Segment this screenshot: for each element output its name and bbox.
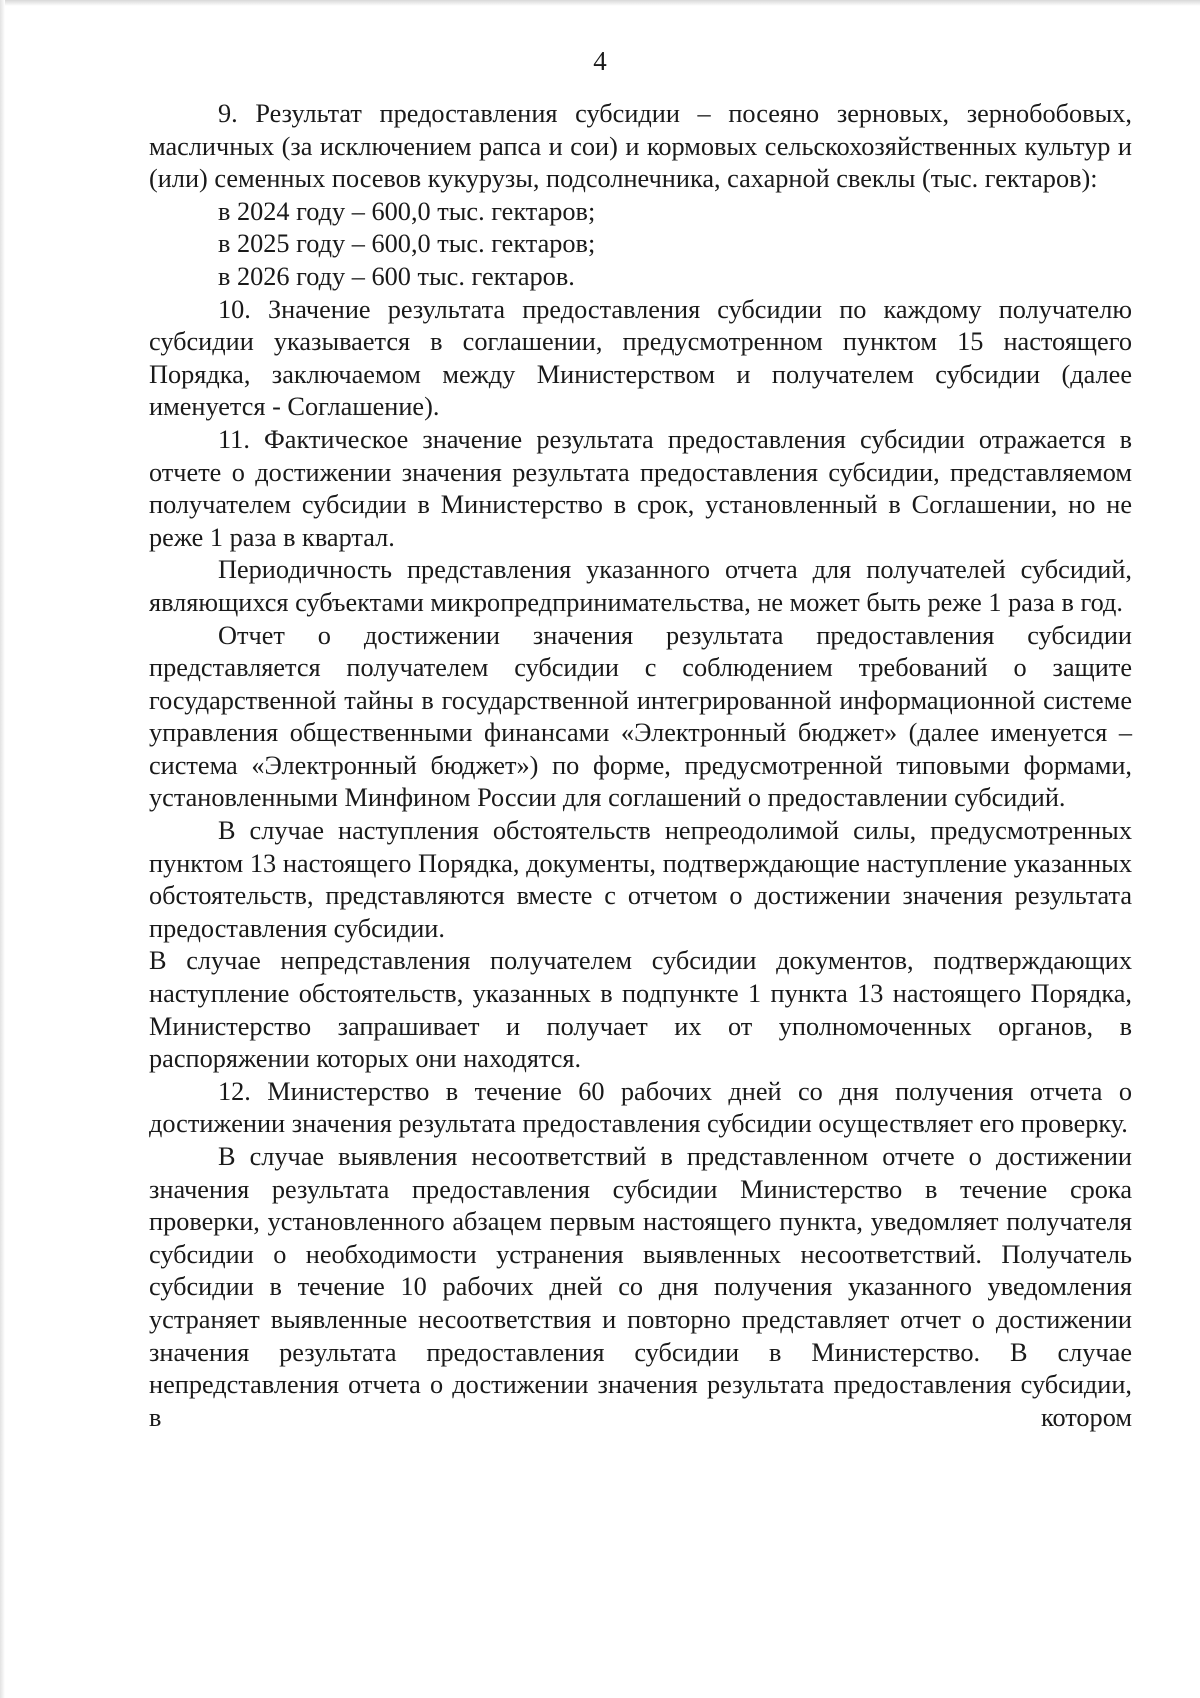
- list-item-2024: в 2024 году – 600,0 тыс. гектаров;: [218, 196, 596, 226]
- page-number: 4: [593, 46, 607, 76]
- list-item-2025: в 2025 году – 600,0 тыс. гектаров;: [218, 229, 596, 259]
- paragraph-periodicity: Периодичность представления указанного отчета для получателей субсидий, являющихся субъектами микропредпринимательства, не может быть реже 1 раза в год.: [149, 555, 1132, 617]
- scan-edge-top: [0, 0, 1200, 6]
- paragraph-11-actual-value: 11. Фактическое значение результата предоставления субсидии отражается в отчете о достижении значения результата предоставления субсидии, представляемом получателем субсидии в Министерство в срок, установленный в Соглашении, но не реже 1 раза в квартал.: [149, 424, 1132, 552]
- paragraph-10-value: 10. Значение результата предоставления субсидии по каждому получателю субсидии указывается в соглашении, предусмотренном пунктом 15 настоящего Порядка, заключаемом между Министерством и получателем субсидии (далее именуется - Соглашение).: [149, 294, 1132, 422]
- scan-edge-left: [0, 0, 5, 1698]
- paragraph-12-verification: 12. Министерство в течение 60 рабочих дней со дня получения отчета о достижении значения результата предоставления субсидии осуществляет его проверку.: [149, 1076, 1132, 1139]
- paragraph-force-majeure: В случае наступления обстоятельств непреодолимой силы, предусмотренных пунктом 13 настоящего Порядка, документы, подтверждающие наступление указанных обстоятельств, представляются вместе с отчетом о достижении значения результата предоставления субсидии.: [149, 816, 1132, 943]
- paragraph-report-submission: Отчет о достижении значения результата предоставления субсидии представляется получателем субсидии с соблюдением требований о защите государственной тайны в государственной интегрированной информационной системе управления общественными финансами «Электронный бюджет» (далее именуется – система «Электронный бюджет») по форме, предусмотренной типовыми формами, установленными Минфином России для соглашений о предоставлении субсидий.: [149, 620, 1132, 813]
- paragraph-non-submission: В случае непредставления получателем субсидии документов, подтверждающих наступление обстоятельств, указанных в подпункте 1 пункта 13 настоящего Порядка, Министерство запрашивает и получает их от уполномоченных органов, в распоряжении которых они находятся.: [149, 946, 1132, 1074]
- paragraph-9-result: 9. Результат предоставления субсидии – посеяно зерновых, зернобобовых, масличных (за исключением рапса и сои) и кормовых сельскохозяйственных культур и (или) семенных посевов кукурузы, подсолнечника, сахарной свеклы (тыс. гектаров):: [149, 99, 1132, 194]
- paragraph-discrepancies: В случае выявления несоответствий в представленном отчете о достижении значения результата предоставления субсидии Министерство в течение срока проверки, установленного абзацем первым настоящего пункта, уведомляет получателя субсидии о необходимости устранения выявленных несоответствий. Получатель субсидии в течение 10 рабочих дней со дня получения указанного уведомления устраняет выявленные несоответствия и повторно представляет отчет о достижении значения результата предоставления субсидии в Министерство. В случае непредставления отчета о достижении значения результата предоставления субсидии, в котором: [149, 1142, 1132, 1432]
- document-body: [149, 98, 1132, 1434]
- list-item-2026: в 2026 году – 600 тыс. гектаров.: [218, 261, 575, 291]
